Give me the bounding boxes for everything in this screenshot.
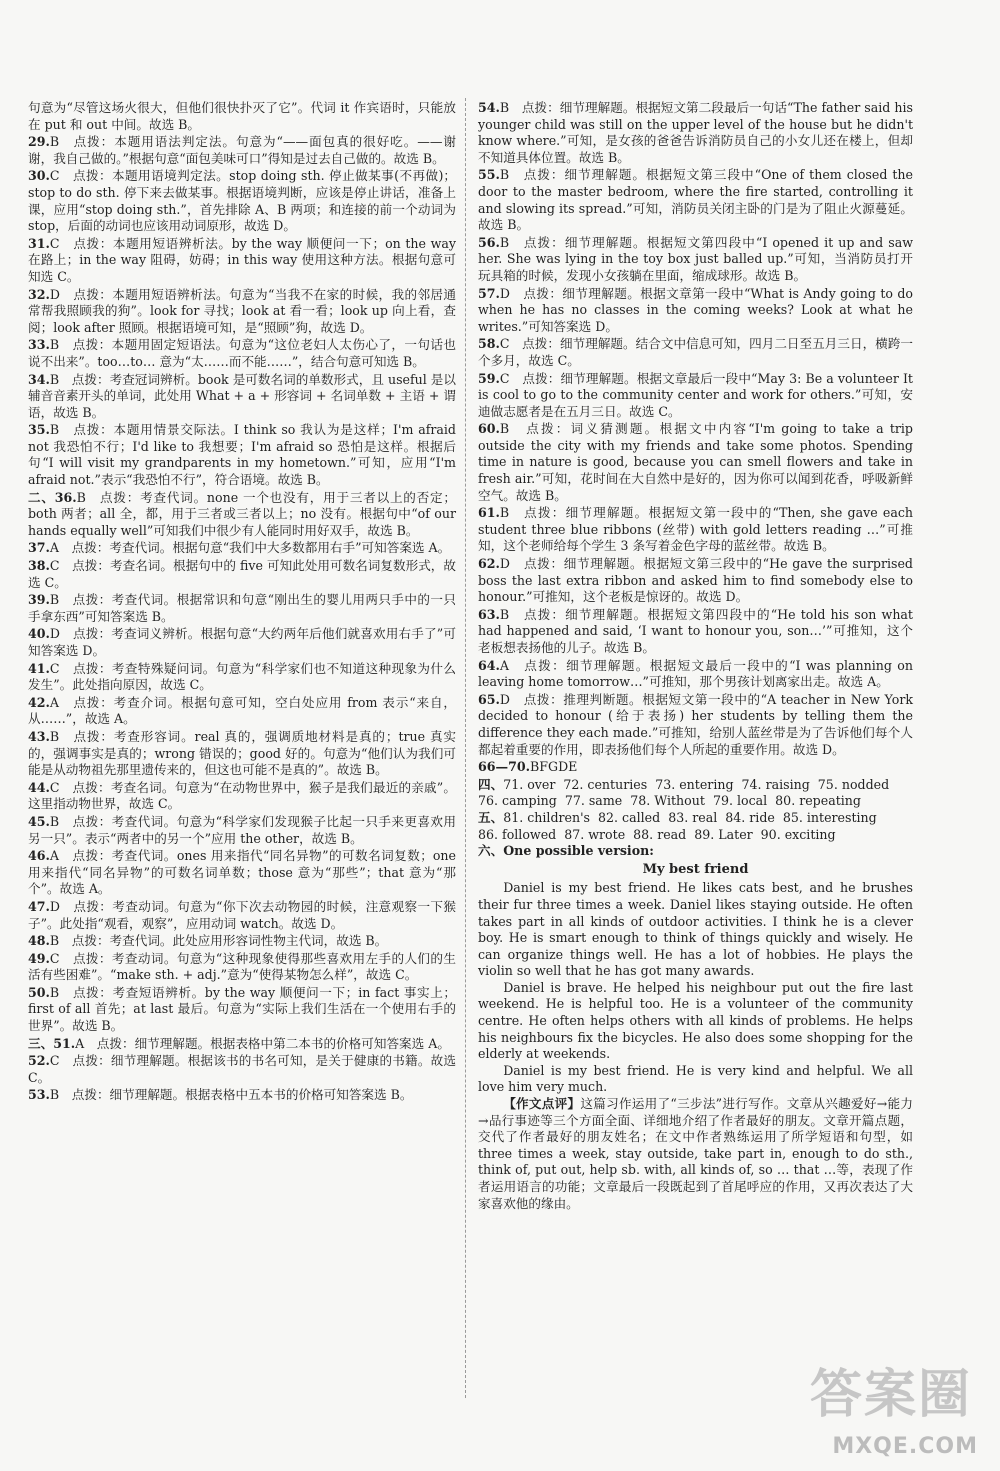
answer-number: 38. — [28, 558, 50, 574]
answer-number: 40. — [28, 626, 50, 642]
answer-text: D 点拨：本题用短语辨析法。句意为“当我不在家的时候，我的邻居通常帮我照顾我的狗”。look for 寻找；look at 看一看；look up 向上看，查阅；look after 照顾。根据语境可知，是“照顾”狗，故选 D。 — [28, 286, 456, 335]
answer-number: 49. — [28, 950, 50, 966]
answer-number: 59. — [478, 370, 500, 386]
essay-title: My best friend — [642, 861, 749, 877]
answer-item — [28, 287, 456, 337]
answer-number: 54. — [478, 100, 500, 115]
answer-text: B 点拨：细节理解题。根据短文第四段中“I opened it up and saw her. She was lying in the toy box just balled up.”可知，当消防员打开玩具箱的时候，发现小女孩躺在里面，缩成球形。故选 B。 — [478, 234, 913, 283]
answer-item — [28, 168, 456, 234]
watermark-logo-text: 答案圈 — [809, 1365, 972, 1425]
answer-text: B 点拨：本题用固定短语法。句意为“这位老妇人太伤心了，一句话也说不出来”。too…to… 意为“太……而不能……”，结合句意可知选 B。 — [28, 337, 456, 369]
answer-item — [28, 951, 456, 984]
answer-item — [28, 729, 456, 779]
word-answer: 88. read — [633, 826, 687, 842]
word-answer: 84. ride — [725, 809, 775, 825]
answer-text: B 点拨：细节理解题。根据短文第三段中“One of them closed the door to the master bedroom, where the fire started, controlling it and slowing its spread.”可知，消防员关闭主卧的门是为了阻止火源蔓延。故选 B。 — [478, 167, 913, 233]
answer-text: A 点拨：细节理解题。根据表格中第二本书的价格可知答案选 A。 — [75, 1035, 450, 1051]
answer-text: D 点拨：细节理解题。根据短文第三段中的“He gave the surprised boss the last extra ribbon and asked him to find somebody else to honour.”可推知，这个老板是惊讶的。故选 D。 — [478, 556, 913, 605]
right-answer-list — [478, 100, 913, 776]
answer-text: B 点拨：本题用情景交际法。I think so 我认为是这样；I'm afraid not 我恐怕不行；I'd like to 我想要；I'm afraid so 恐怕是这样。根据后句“I will visit my grandparents in my hometown.”可知，应用“I'm afraid not.”表示“我恐怕不行”，符合语境。故选 B。 — [28, 422, 456, 488]
word-answer: 86. followed — [478, 826, 557, 842]
answer-number: 43. — [28, 728, 50, 744]
answer-item — [478, 658, 913, 691]
answer-text: B 点拨：考查冠词辨析。book 是可数名词的单数形式，且 useful 是以辅音音素开头的单词，此处用 What + a + 形容词 + 名词单数 + 主语 + 谓语，故选 B。 — [28, 371, 456, 420]
answer-text: D 点拨：考查动词。句意为“你下次去动物园的时候，注意观察一下猴子”。此处指“观看，观察”，应用动词 watch。故选 D。 — [28, 898, 456, 931]
answer-item — [28, 490, 456, 540]
answer-item — [478, 556, 913, 606]
answer-number: 61. — [478, 505, 500, 521]
word-answer: 71. over — [503, 776, 556, 792]
answer-text: D 点拨：推理判断题。根据短文第一段中的“A teacher in New York decided to honour (给于表扬) her students by telling them the difference they each made.”可推知，给别人蓝丝带是为了告诉他们每个人都起着重要的作用，即表扬他们每个人所起的重要作用。故选 D。 — [478, 691, 913, 757]
answer-number: 39. — [28, 592, 50, 608]
answer-text: B 点拨：本题用语法判定法。句意为“——面包真的很好吃。——谢谢，我自己做的。”根据句意“面包美味可口”得知是过去自己做的。故选 B。 — [28, 134, 456, 166]
answer-text: C 点拨：考查名词。根据句中的 five 可知此处用可数名词复数形式，故选 C。 — [28, 558, 456, 590]
answer-item — [28, 814, 456, 847]
word-answer-row — [478, 810, 913, 843]
answer-item — [478, 505, 913, 555]
answer-number: 三、51. — [28, 1035, 76, 1051]
answer-item — [28, 695, 456, 728]
answer-item — [478, 167, 913, 233]
word-answer: 73. entering — [655, 776, 734, 792]
answer-item — [28, 540, 456, 557]
word-answer: 87. wrote — [564, 826, 626, 842]
section-label: 五、 — [478, 809, 504, 825]
answer-text: B 点拨：考查代词。根据常识和句意“刚出生的婴儿用两只手中的一只手拿东西”可知答案选 B。 — [28, 592, 456, 624]
answer-number: 50. — [28, 984, 50, 1000]
answer-text: C 点拨：细节理解题。根据该书的书名可知，是关于健康的书籍。故选 C。 — [28, 1053, 456, 1085]
answer-item — [28, 985, 456, 1035]
answer-number: 33. — [28, 337, 50, 353]
essay-paragraph: Daniel is brave. He helped his neighbour put out the fire last weekend. He is helpful too. He is a volunteer of the community centre. He often helps others with all kinds of problems. He helps his neighbours fix the bicycles. He also does some shopping for the elderly at weekends. — [478, 979, 913, 1062]
answer-text: B 点拨：考查代词。此处应用形容词性物主代词，故选 B。 — [49, 933, 388, 949]
word-answer: 75. nodded — [817, 776, 890, 792]
answer-item — [28, 1087, 456, 1104]
answer-number: 62. — [478, 556, 500, 572]
answer-item — [478, 371, 913, 421]
answer-item — [28, 626, 456, 659]
answer-text: C 点拨：本题用语境判定法。stop doing sth. 停止做某事(不再做)；stop to do sth. 停下来去做某事。根据语境判断，应该是停止讲话，准备上课，应用“stop doing sth.”，首先排除 A、B 两项；和连接的前一个动词为 stop，后面的动词也应该用动词原形，故选 D。 — [28, 168, 456, 234]
answer-text: D 点拨：细节理解题。根据文章第一段中“What is Andy going to do when he has no classes in the coming weeks? Look at what he writes.”可知答案选 D。 — [478, 285, 913, 334]
answer-number: 66—70. — [478, 759, 531, 775]
answer-item — [28, 592, 456, 625]
answer-number: 31. — [28, 235, 50, 251]
answer-text: 句意为“尽管这场火很大，但他们很快扑灭了它”。代词 it 作宾语时，只能放在 put 和 out 中间。故选 B。 — [28, 100, 456, 132]
answer-item — [478, 759, 913, 776]
answer-number: 47. — [28, 898, 50, 914]
answer-number: 60. — [478, 421, 500, 437]
essay-section — [478, 843, 913, 1212]
answer-text: C 点拨：细节理解题。结合文中信息可知，四月二日至五月三日，横跨一个多月，故选 C。 — [478, 336, 913, 368]
answer-item — [28, 337, 456, 370]
answer-text: B 点拨：细节理解题。根据短文第二段最后一句话“The father said his younger child was still on the upper level of the house but he didn't know where.”可知，是女孩的爸爸告诉消防员自己的小女儿还在楼上，但却不知道具体位置。故选 B。 — [478, 100, 913, 165]
answer-text: A 点拨：考查代词。根据句意“我们中大多数都用右手”可知答案选 A。 — [49, 540, 451, 556]
answer-number: 44. — [28, 779, 50, 795]
answer-number: 32. — [28, 286, 50, 302]
answer-number: 48. — [28, 933, 50, 949]
comment-text: 这篇习作运用了“三步法”进行写作。文章从兴趣爱好→能力→品行事迹等三个方面全面、详细地介绍了作者最好的朋友。文章开篇点题，交代了作者最好的朋友姓名；在文中作者熟练运用了所学短语和句型，如 three times a week, stay outside, take part in, enough to do sth., think of, put out, help sb. with, all kinds of, so … that …等，表现了作者运用语言的功能；文章最后一段既起到了首尾呼应的作用，又再次表达了大家喜欢他的缘由。 — [478, 1096, 913, 1211]
answer-number: 35. — [28, 422, 50, 438]
answer-text: BFGDE — [530, 759, 578, 775]
right-column — [478, 100, 913, 1212]
essay-label: 六、One possible version: — [478, 843, 654, 859]
word-answer: 89. Later — [694, 826, 753, 842]
word-answer: 79. local — [712, 793, 768, 809]
answer-item — [28, 100, 456, 133]
answer-text: C 点拨：考查特殊疑问词。句意为“科学家们也不知道这种现象为什么发生”。此处指向原因，故选 C。 — [28, 660, 456, 693]
answer-item — [28, 236, 456, 286]
answer-item — [28, 661, 456, 694]
answer-text: B 点拨：考查代词。句意为“科学家们发现猴子比起一只手来更喜欢用另一只”。表示“两者中的另一个”应用 the other，故选 B。 — [28, 813, 456, 846]
essay-paragraph: Daniel is my best friend. He likes cats best, and he brushes their fur three times a week. Daniel likes staying outside. He often takes part in all kinds of outdoor activities. I think he is a clever boy. He is smart enough to think of things quickly and wisely. He can organize things well. He has a lot of hobbies. He plays the violin so well that he has got many awards. — [478, 880, 913, 979]
watermark-url: MXQE.COM — [832, 1434, 978, 1459]
answer-number: 46. — [28, 848, 50, 864]
answer-text: B 点拨：考查代词。none 一个也没有，用于三者以上的否定；both 两者；all 全，都，用于三者或三者以上；no 没有。根据句中“of our hands equally well”可知我们中很少有人能同时用好双手，故选 B。 — [28, 489, 456, 538]
answer-text: B 点拨：细节理解题。根据短文第一段中的“Then, she gave each student three blue ribbons (丝带) with gold letters reading …”可推知，这个老师给每个学生 3 条写着金色字母的蓝丝带。故选 B。 — [478, 505, 913, 554]
answer-text: C 点拨：考查动词。句意为“这种现象使得那些喜欢用左手的人们的生活有些困难”。“make sth. + adj.”意为“使得某物怎么样”，故选 C。 — [28, 950, 456, 983]
answer-number: 64. — [478, 657, 500, 673]
answer-text: B 点拨：考查短语辨析。by the way 顺便问一下；in fact 事实上；first of all 首先；at last 最后。句意为“实际上我们生活在一个使用右手的世界”。故选 B。 — [28, 984, 456, 1034]
answer-number: 37. — [28, 540, 50, 556]
word-answer: 85. interesting — [782, 809, 877, 825]
word-answer: 90. exciting — [760, 826, 836, 842]
answer-item — [478, 692, 913, 758]
word-answer: 77. same — [564, 793, 623, 809]
word-answer-sections — [478, 777, 913, 843]
answer-number: 56. — [478, 234, 500, 250]
answer-item — [28, 558, 456, 591]
answer-item — [28, 848, 456, 898]
comment-tag: 【作文点评】 — [503, 1096, 581, 1112]
answer-item — [28, 134, 456, 167]
word-answer: 72. centuries — [563, 776, 648, 792]
answer-number: 58. — [478, 336, 500, 352]
word-answer: 80. repeating — [775, 793, 861, 809]
answer-text: A 点拨：考查代词。ones 用来指代“同名异物”的可数名词复数；one 用来指代“同名异物”的可数名词单数；those 意为“那些”；that 意为“那个”。故选 A。 — [28, 848, 456, 897]
word-answer: 81. children's — [503, 809, 591, 825]
answer-number: 34. — [28, 371, 50, 387]
answer-number: 30. — [28, 168, 50, 184]
answer-item — [478, 235, 913, 285]
answer-text: C 点拨：本题用短语辨析法。by the way 顺便问一下；on the way 在路上；in the way 阻碍，妨碍；in this way 使用这种方法。根据句意可知选 C。 — [28, 235, 456, 284]
answer-number: 42. — [28, 694, 50, 710]
answer-text: B 点拨：词义猜测题。根据文中内容“I'm going to take a trip outside the city with my friends and take some photos. Spending time in nature is good, because you can smell flowers and take in fresh air.”可知，花时间在大自然中是好的，因为你可以闻到花香，呼吸新鲜空气。故选 B。 — [478, 421, 913, 503]
word-answer: 74. raising — [741, 776, 810, 792]
answer-number: 41. — [28, 660, 50, 676]
answer-item — [478, 100, 913, 166]
answer-number: 55. — [478, 167, 500, 183]
answer-number: 29. — [28, 134, 50, 150]
left-column — [28, 100, 456, 1105]
answer-text: C 点拨：考查名词。句意为“在动物世界中，猴子是我们最近的亲戚”。这里指动物世界，故选 C。 — [28, 779, 456, 812]
answer-item — [28, 1053, 456, 1086]
answer-number: 二、36. — [28, 489, 77, 505]
answer-number: 63. — [478, 606, 500, 622]
answer-item — [28, 899, 456, 932]
word-answer: 82. called — [598, 809, 661, 825]
word-answer-row — [478, 777, 913, 810]
answer-number: 52. — [28, 1053, 50, 1069]
answer-item — [28, 422, 456, 488]
answer-item — [28, 372, 456, 422]
answer-text: A 点拨：细节理解题。根据短文最后一段中的“I was planning on leaving home tomorrow…”可推知，那个男孩计划离家出走。故选 A。 — [478, 657, 913, 690]
answer-number: 57. — [478, 285, 500, 301]
answer-item — [28, 933, 456, 950]
section-label: 四、 — [478, 776, 504, 792]
answer-item — [478, 607, 913, 657]
essay-paragraph: Daniel is my best friend. He is very kind and helpful. We all love him very much. — [478, 1062, 913, 1095]
essay-comment — [478, 1096, 913, 1212]
answer-number: 53. — [28, 1087, 50, 1103]
word-answer: 76. camping — [478, 793, 557, 809]
answer-text: C 点拨：细节理解题。根据文章最后一段中“May 3: Be a volunteer It is cool to go to the community center and work for others.”可知，安迪做志愿者是在五月三日。故选 C。 — [478, 370, 913, 419]
answer-text: B 点拨：细节理解题。根据短文第四段中的“He told his son what had happened and said, ‘I want to honour you, son…’”可推知，这个老板想表扬他的儿子。故选 B。 — [478, 606, 913, 655]
answer-text: B 点拨：细节理解题。根据表格中五本书的价格可知答案选 B。 — [49, 1087, 413, 1103]
column-divider — [465, 98, 466, 1398]
word-answer: 83. real — [668, 809, 718, 825]
answer-text: B 点拨：考查形容词。real 真的，强调质地材料是真的；true 真实的，强调事实是真的；wrong 错误的；good 好的。句意为“他们认为我们可能是从动物祖先那里遗传来的，但这也可能不是真的”。故选 B。 — [28, 728, 456, 778]
essay-body — [478, 880, 913, 1096]
answer-text: A 点拨：考查介词。根据句意可知，空白处应用 from 表示“来自，从……”，故选 A。 — [28, 694, 456, 727]
answer-item — [478, 286, 913, 336]
word-answer: 78. Without — [630, 793, 705, 809]
answer-item — [28, 1036, 456, 1053]
answer-item — [28, 780, 456, 813]
answer-item — [478, 421, 913, 504]
answer-text: D 点拨：考查词义辨析。根据句意“大约两年后他们就喜欢用右手了”可知答案选 D。 — [28, 626, 456, 658]
answer-number: 45. — [28, 813, 50, 829]
answer-number: 65. — [478, 691, 500, 707]
answer-item — [478, 336, 913, 369]
